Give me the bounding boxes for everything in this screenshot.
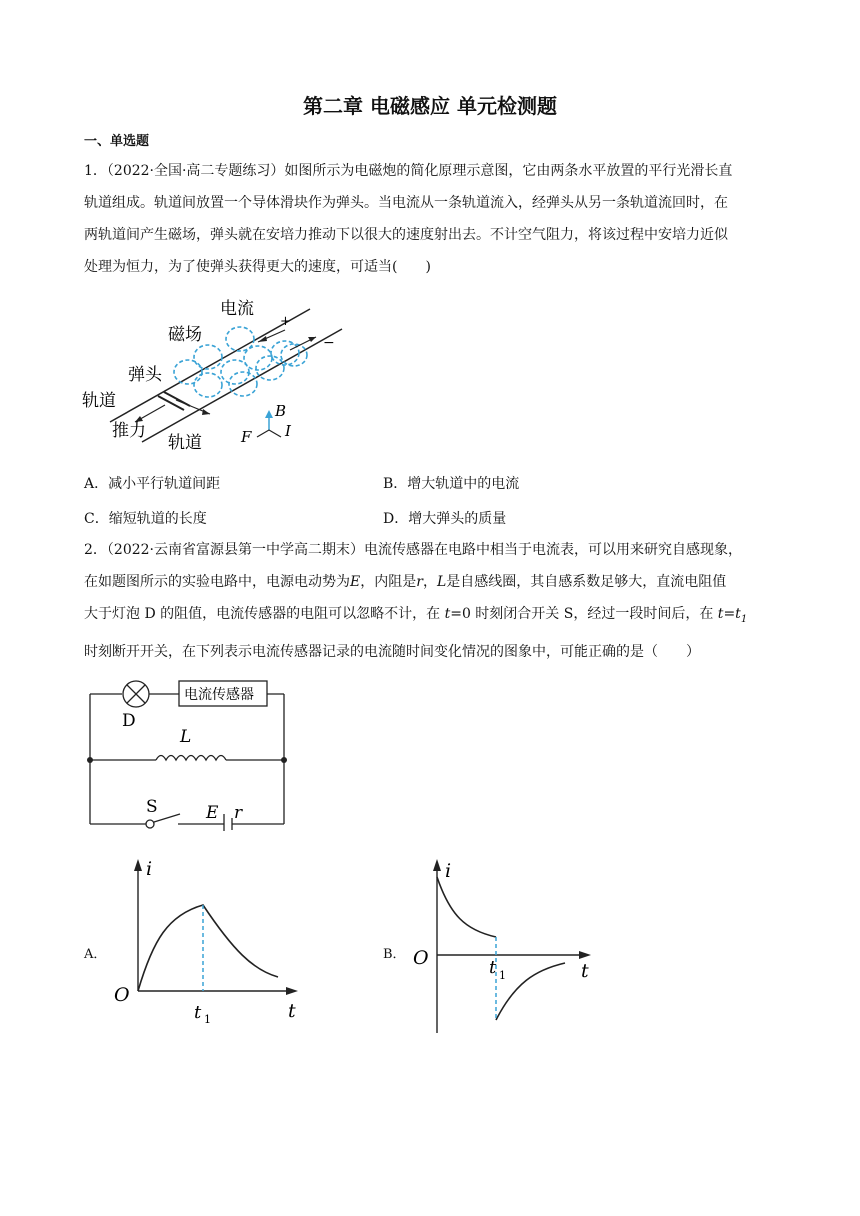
question-1-text <box>84 155 780 283</box>
q2-option-b-graph[interactable] <box>405 855 605 1035</box>
q1-line-2: 轨道组成。轨道间放置一个导体滑块作为弹头。当电流从一条轨道流入，经弹头从另一条轨道流回时，在 <box>84 195 728 211</box>
graph-b-origin-label: O <box>413 947 429 969</box>
graph-a-t1-sub: 1 <box>204 1013 211 1026</box>
q1-line-4: 处理为恒力，为了使弹头获得更大的速度，可适当( ) <box>84 259 431 275</box>
graph-a-t-label: t <box>288 1000 296 1022</box>
graph-a-t1-label: t <box>194 1002 202 1023</box>
emf-label: E <box>206 803 219 823</box>
graph-b-i-label: i <box>445 860 452 882</box>
question-2-text <box>84 534 780 668</box>
q2-line-4: 时刻断开开关，在下列表示电流传感器记录的电流随时间变化情况的图象中，可能正确的是（ ） <box>84 643 700 660</box>
bulb-label: D <box>122 711 136 731</box>
label-projectile: 弹头 <box>128 365 162 385</box>
graph-a-origin-label: O <box>114 984 130 1006</box>
q1-option-d[interactable]: D．增大弹头的质量 <box>383 511 507 527</box>
inductor-coil-icon <box>156 756 226 761</box>
label-rail-left: 轨道 <box>82 391 116 411</box>
q2-option-b-label[interactable]: B． <box>383 947 406 962</box>
section-heading: 一、单选题 <box>84 134 150 149</box>
label-force: 推力 <box>112 421 146 441</box>
label-rail-bottom: 轨道 <box>168 433 202 453</box>
label-plus: + <box>280 314 291 329</box>
q1-option-a[interactable]: A．减小平行轨道间距 <box>84 476 221 492</box>
graph-b-t-label: t <box>581 960 589 982</box>
sensor-label: 电流传感器 <box>184 687 254 703</box>
resistance-label: r <box>234 803 243 823</box>
circuit-diagram <box>84 676 294 831</box>
graph-b-t1-label: t <box>489 957 497 978</box>
switch-contact-icon <box>146 820 154 828</box>
q2-line-2: 在如题图所示的实验电路中，电源电动势为E，内阻是r，L是自感线圈，其自感系数足够大，直流电阻值 <box>84 574 727 590</box>
label-current: 电流 <box>220 299 254 319</box>
graph-a-i-label: i <box>146 858 153 880</box>
q2-line-3: 大于灯泡 D 的阻值，电流传感器的电阻可以忽略不计，在 t=0 时刻闭合开关 S，经过一段时间后，在 $t=t_1$ <box>84 606 748 625</box>
label-F: F <box>241 428 252 446</box>
q2-option-a-label[interactable]: A． <box>84 947 107 962</box>
q1-option-b[interactable]: B．增大轨道中的电流 <box>383 476 520 492</box>
q2-line-1: 2．（2022·云南省富源县第一中学高二期末）电流传感器在电路中相当于电流表，可以用来研究自感现象， <box>84 542 742 558</box>
switch-label: S <box>146 797 158 817</box>
label-I: I <box>285 422 291 440</box>
q1-line-1: 1．（2022·全国·高二专题练习）如图所示为电磁炮的简化原理示意图，它由两条水平放置的平行光滑长直 <box>84 163 733 179</box>
graph-b-t1-sub: 1 <box>499 969 506 982</box>
railgun-figure <box>80 292 360 454</box>
page-title: 第二章 电磁感应 单元检测题 <box>303 94 557 118</box>
label-minus: − <box>323 335 335 351</box>
label-B: B <box>275 402 287 420</box>
q1-option-c[interactable]: C．缩短轨道的长度 <box>84 511 207 527</box>
q2-option-a-graph[interactable] <box>108 855 308 1030</box>
inductor-label: L <box>180 727 192 747</box>
q1-line-3: 两轨道间产生磁场，弹头就在安培力推动下以很大的速度射出去。不计空气阻力，将该过程中安培力近似 <box>84 227 728 243</box>
label-field: 磁场 <box>168 325 202 345</box>
